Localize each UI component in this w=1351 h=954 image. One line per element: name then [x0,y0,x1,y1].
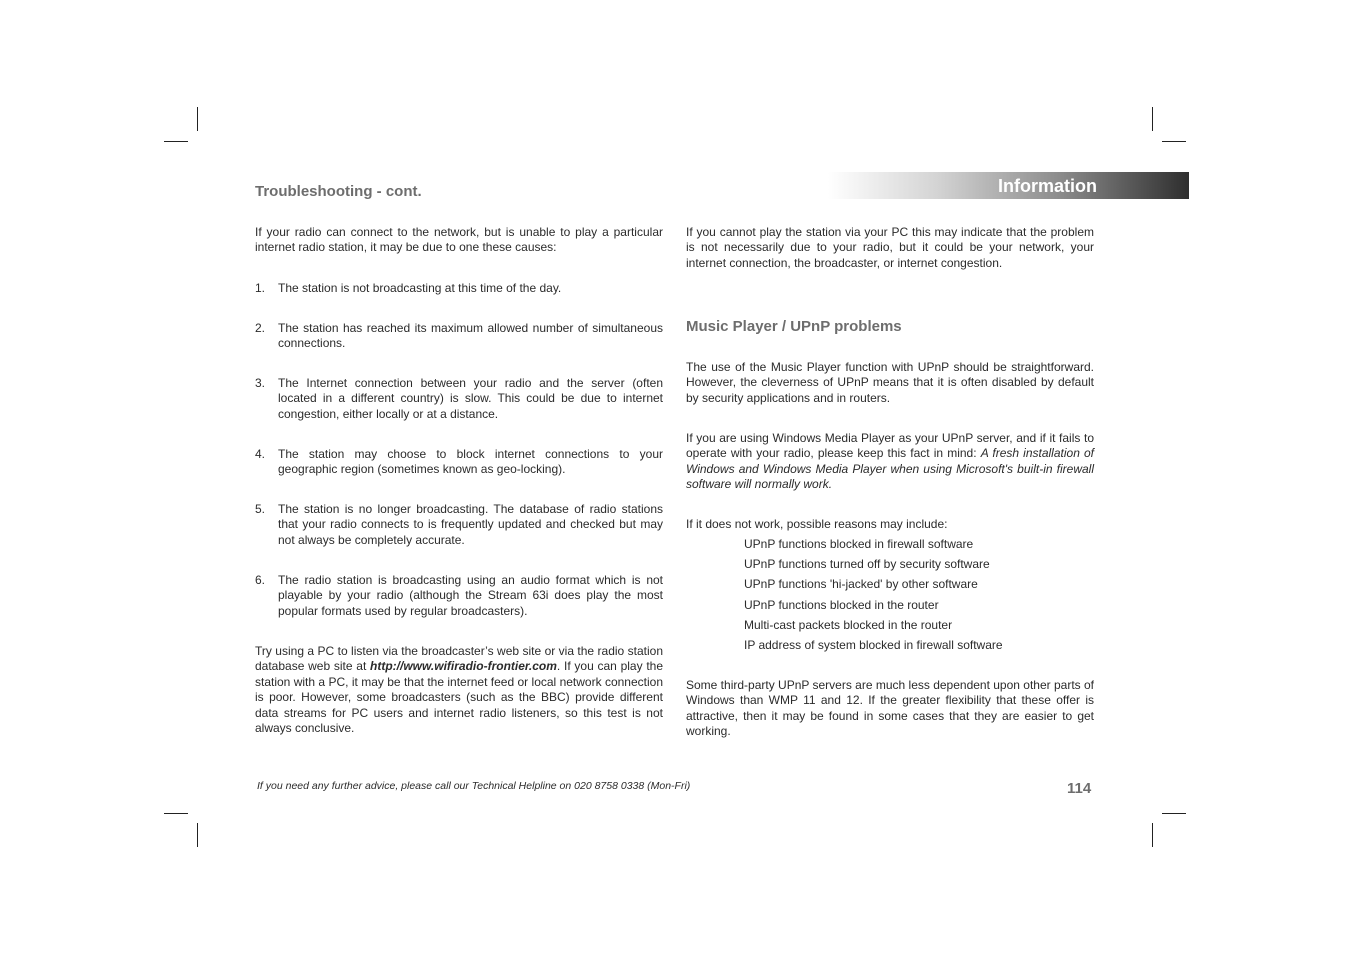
wmp-italic-text: A fresh installation of Windows and Windows Media Player when using Microsoft's built-in firewall software will normally work. [686,446,1094,492]
crop-mark [1162,813,1186,814]
crop-mark [164,813,188,814]
reasons-intro: If it does not work, possible reasons may include: [686,517,948,531]
crop-mark [197,823,198,847]
reason-item: UPnP functions turned off by security software [744,557,990,571]
list-number: 5. [255,502,266,516]
pc-test-text: Try using a PC to listen via the broadcaster’s web site or via the radio station database web site at [255,644,663,674]
wmp-text: If you are using Windows Media Player as your UPnP server, and if it fails to operate with your radio, please keep this fact in mind: [686,431,1094,461]
upnp-heading: Music Player / UPnP problems [686,318,902,335]
troubleshooting-heading: Troubleshooting - cont. [255,183,422,200]
wmp-paragraph [686,431,1094,493]
pc-test-text: . If you can play the station with a PC, it may be that the internet feed or local network connection is poor. However, some broadcasters (such as the BBC) provide different data streams for PC users and internet radio listeners, so this test is not always conclusive. [255,659,663,736]
reason-item: UPnP functions 'hi-jacked' by other software [744,577,978,591]
helpline-footer: If you need any further advice, please call our Technical Helpline on 020 8758 0338 (Mon-Fri) [257,780,691,792]
crop-mark [164,141,188,142]
reason-item: IP address of system blocked in firewall software [744,638,1003,652]
section-header-bar [828,172,1189,199]
crop-mark [1162,141,1186,142]
reason-item: Multi-cast packets blocked in the router [744,618,953,632]
station-database-link[interactable]: http://www.wifiradio-frontier.com [370,659,557,674]
page-number: 114 [1067,780,1092,797]
list-number: 1. [255,281,266,295]
list-number: 2. [255,321,266,335]
list-number: 6. [255,573,266,587]
reason-item: UPnP functions blocked in the router [744,598,939,612]
list-number: 4. [255,447,266,461]
third-party-paragraph: Some third-party UPnP servers are much less dependent upon other parts of Windows than WMP 11 and 12. If the greater flexibility that these offer is attractive, then it may be found in some cases that they are easier to get working. [686,678,1094,739]
section-title: Information [998,176,1097,196]
list-text: The radio station is broadcasting using an audio format which is not playable by your radio (although the Stream 63i does play the most popular formats used by regular broadcasters). [278,573,663,618]
pc-test-paragraph [255,644,663,736]
list-text: The station has reached its maximum allowed number of simultaneous connections. [278,321,663,351]
crop-mark [1152,823,1153,847]
crop-mark [197,107,198,131]
list-text: The station is not broadcasting at this time of the day. [278,281,562,295]
crop-mark [1152,107,1153,131]
intro-paragraph: If your radio can connect to the network, but is unable to play a particular internet radio station, it may be due to one these causes: [255,225,663,255]
pc-note-paragraph: If you cannot play the station via your PC this may indicate that the problem is not necessarily due to your radio, but it could be your network, your internet connection, the broadcaster, or internet congestion. [686,225,1094,270]
upnp-paragraph: The use of the Music Player function with UPnP should be straightforward. However, the cleverness of UPnP means that it is often disabled by default by security applications and in routers. [686,360,1094,405]
reason-item: UPnP functions blocked in firewall software [744,537,974,551]
list-number: 3. [255,376,266,390]
list-text: The Internet connection between your radio and the server (often located in a different country) is slow. This could be due to internet congestion, either locally or at a distance. [278,376,663,421]
list-text: The station may choose to block internet connections to your geographic region (sometimes known as geo-locking). [278,447,663,477]
list-text: The station is no longer broadcasting. The database of radio stations that your radio connects to is frequently updated and checked but may not always be completely accurate. [278,502,663,547]
